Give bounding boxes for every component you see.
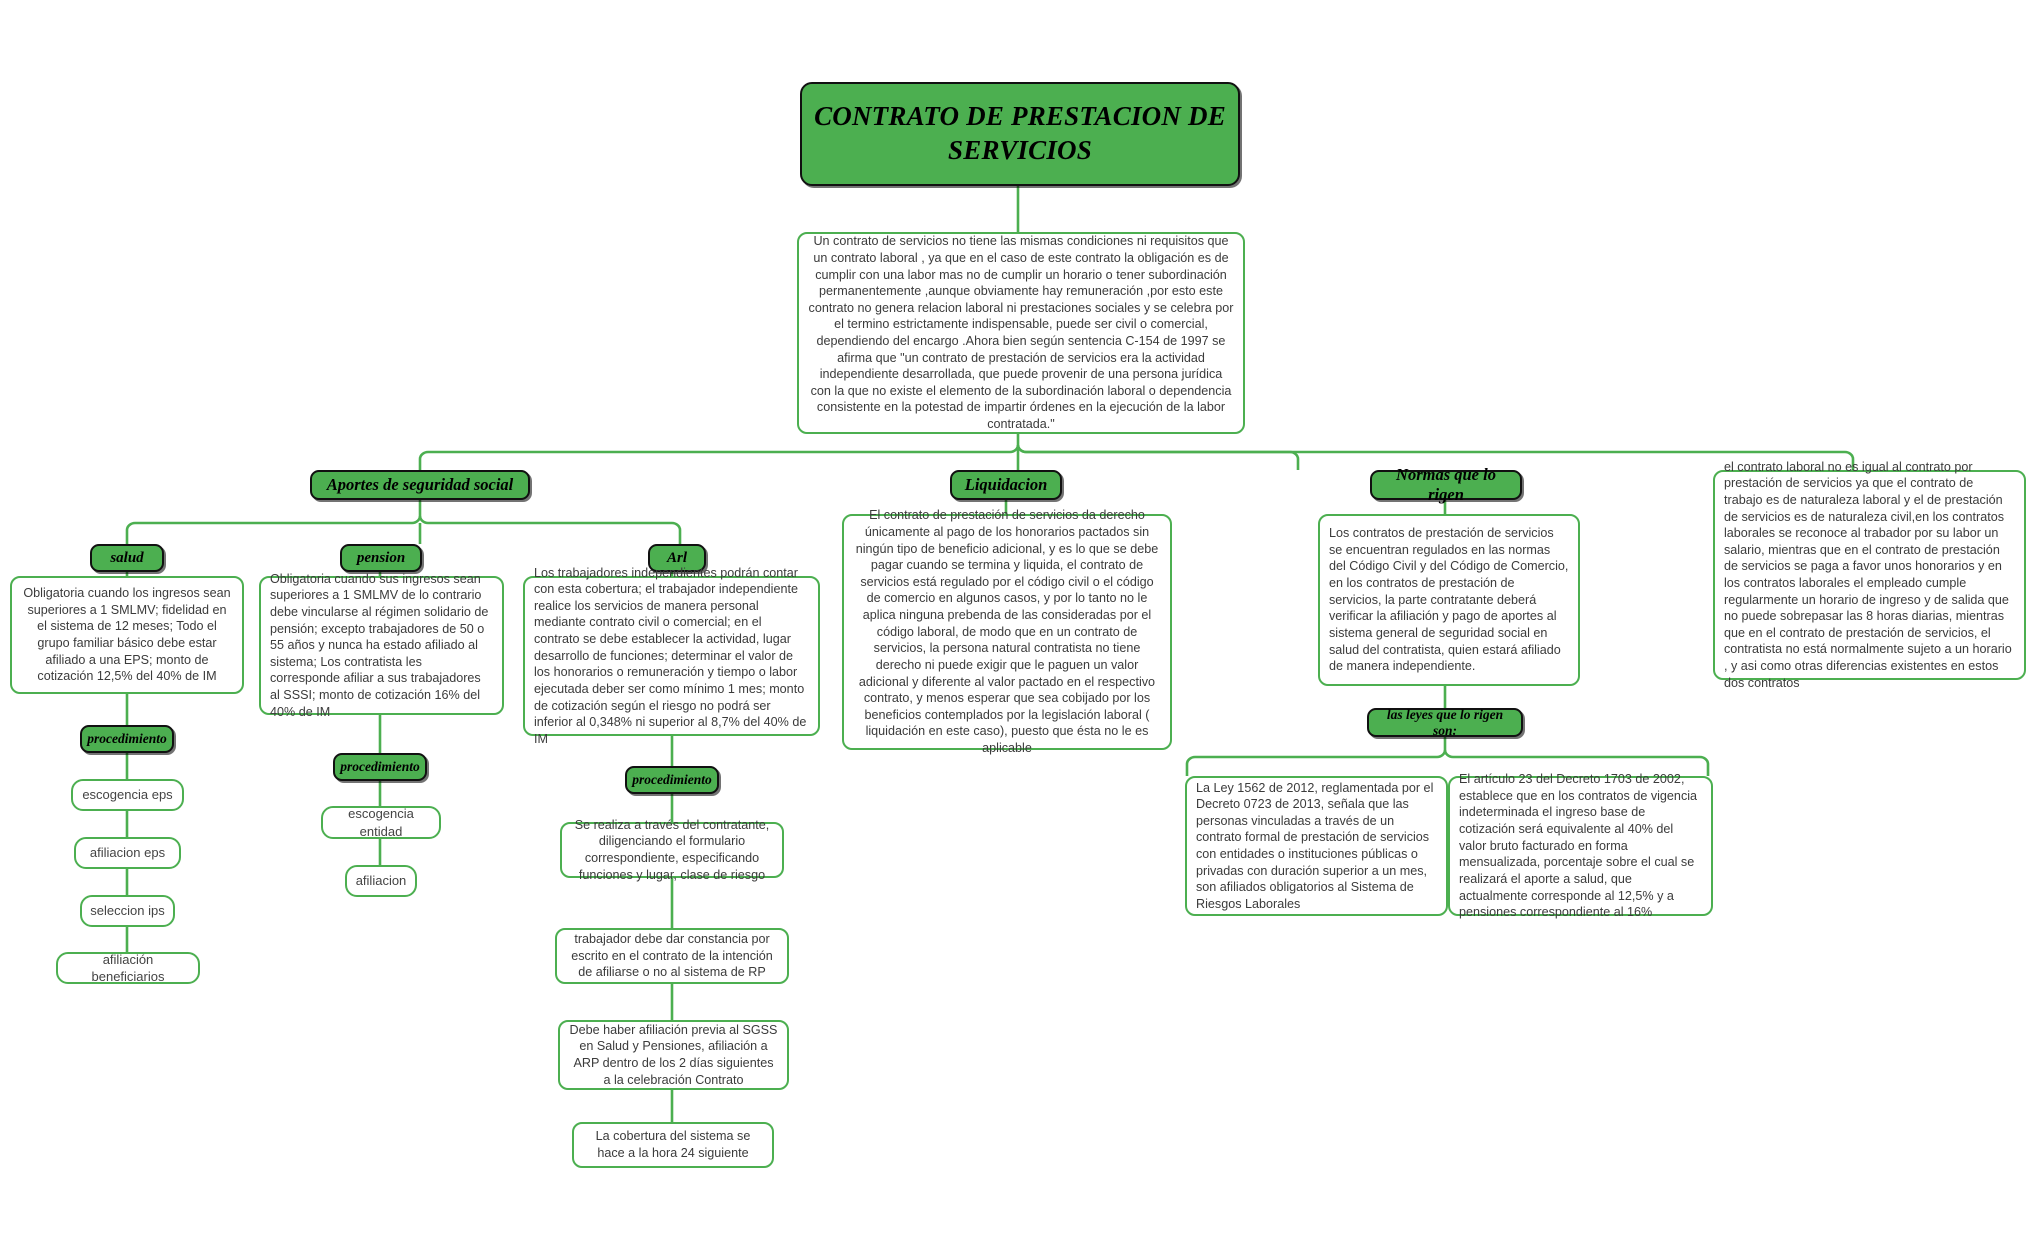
node-salud[interactable]: [90, 544, 164, 572]
salud-step-3[interactable]: [80, 895, 175, 927]
intro-card[interactable]: [797, 232, 1245, 434]
salud-step-1-label: escogencia eps: [82, 787, 173, 803]
branch-aportes-label: Aportes de seguridad social: [326, 475, 514, 494]
pension-step-2-label: afiliacion: [355, 873, 407, 889]
card-salud-body[interactable]: [10, 576, 244, 694]
law-1-text: La Ley 1562 de 2012, reglamentada por el Decreto 0723 de 2013, señala que las personas vinculadas a través de un contrato formal de prestación de servicios con entidades o instituciones públicas o privadas con duración superior a un mes, son afiliados obligatorios al Sistema de Riesgos Laborales: [1196, 780, 1434, 911]
branch-liquidacion-label: Liquidacion: [964, 475, 1048, 494]
salud-step-4[interactable]: [56, 952, 200, 984]
arl-step-4-label: La cobertura del sistema se hace a la hora 24 siguiente: [595, 1129, 751, 1160]
node-pension[interactable]: [340, 544, 422, 572]
law-card-2[interactable]: [1448, 772, 1713, 920]
branch-aportes-de-seguridad-social[interactable]: [310, 470, 530, 500]
arl-step-3-label: Debe haber afiliación previa al SGSS en Salud y Pensiones, afiliación a ARP dentro de los 2 días siguientes a la celebración Contrato: [569, 1022, 778, 1087]
arl-step-4[interactable]: [572, 1122, 774, 1168]
node-pension-procedimiento[interactable]: [333, 753, 427, 781]
branch-normas-label: Normas que lo rigen: [1396, 465, 1496, 504]
arl-body-text: Los trabajadores independientes podrán contar con esta cobertura; el trabajador independiente realice los servicios de manera personal mediante contrato civil o comercial; en el contrato se debe establecer la actividad, lugar desarrollo de funciones; determinar el valor de los honorarios o remuneración y tiempo o labor ejecutada deber ser como mínimo 1 mes; monto de cotización según el riesgo no podrá ser inferior al 0,348% ni superior al 8,7% del 40% de IM: [534, 565, 807, 746]
card-normas-body[interactable]: [1318, 514, 1580, 686]
arl-procedimiento-label: procedimiento: [632, 772, 712, 787]
salud-step-4-label: afiliación beneficiarios: [91, 951, 165, 984]
salud-body-text: Obligatoria cuando los ingresos sean superiores a 1 SMLMV; fidelidad en el sistema de 12 meses; Todo el grupo familiar básico debe estar afiliado a una EPS; monto de cotización 12,5% del 40% de IM: [23, 586, 231, 684]
node-arl-label: Arl: [666, 549, 687, 566]
law-2-text: El artículo 23 del Decreto 1703 de 2002, establece que en los contratos de vigencia indeterminada el ingreso base de cotización será equivalente al 40% del valor bruto facturado en forma mensualizada, porcentaje sobre el cual se realizará el aporte a salud, que actualmente corresponde al 12,5% y a pensiones correspondiente al 16%: [1459, 772, 1698, 920]
node-arl-procedimiento[interactable]: [625, 766, 719, 794]
liquidacion-body-text: El contrato de prestación de servicios da derecho únicamente al pago de los honorarios pactados sin ningún tipo de beneficio adicional, y es lo que se debe pagar cuando se termina y liquida, el contrato de servicios está regulado por el código civil o el código de comercio en algunos casos, y por lo tanto no le aplica ninguna prebenda de las consideradas por el código laboral, de modo que en un contrato de servicios, la persona natural contratista no tiene derecho ni puede exigir que le paguen un valor adicional y diferente al valor pactado en el respectivo contrato, y menos esperar que sea cobijado por los beneficios contemplados por la legislación laboral ( liquidación en este caso), puesto que ésta no le es aplicable: [855, 508, 1159, 755]
arl-step-3[interactable]: [558, 1020, 789, 1090]
arl-step-1[interactable]: [560, 817, 784, 882]
intro-text: Un contrato de servicios no tiene las mismas condiciones ni requisitos que un contrato laboral , ya que en el caso de este contrato la obligación es de cumplir con una labor mas no de cumplir un horario o tener subordinación permanentemente ,aunque obviamente hay remuneración ,por esto este contrato no genera relacion laboral ni prestaciones sociales y se celebra por el termino estrictamente indispensable, puede ser civil o comercial, dependiendo del encargo .Ahora bien según sentencia C-154 de 1997 se afirma que "un contrato de prestación de servicios era la actividad independiente desarrollada, que puede provenir de una persona jurídica con la que no existe el elemento de la subordinación laboral o dependencia consistente en la potestad de impartir órdenes en la ejecución de la labor contratada.": [808, 234, 1234, 432]
pension-procedimiento-label: procedimiento: [340, 759, 420, 774]
pension-step-1[interactable]: [321, 806, 441, 839]
node-salud-label: salud: [110, 549, 144, 566]
arl-step-2-label: trabajador debe dar constancia por escrito en el contrato de la intención de afiliarse o no al sistema de RP: [571, 932, 773, 980]
root-topic[interactable]: [800, 82, 1240, 186]
node-pension-label: pension: [356, 549, 406, 566]
card-diferencias[interactable]: [1713, 459, 2026, 690]
salud-step-1[interactable]: [71, 779, 184, 811]
salud-step-3-label: seleccion ips: [90, 903, 165, 919]
node-salud-procedimiento[interactable]: [80, 725, 174, 753]
leyes-label: las leyes que lo rigen son:: [1386, 706, 1504, 738]
salud-step-2[interactable]: [74, 837, 181, 869]
root-topic-label: CONTRATO DE PRESTACION DE SERVICIOS: [814, 101, 1226, 165]
branch-normas-que-lo-rigen[interactable]: [1370, 465, 1522, 504]
diferencias-text: el contrato laboral no es igual al contrato por prestación de servicios ya que el contrato de trabajo es de naturaleza laboral y el de prestación de servicios es de naturaleza civil,en los contratos laborales se reconoce al trabador por su labor un salario, mientras que en el contrato de prestación de servicios se paga a favor unos honorarios y en los contratos laborales el empleado cumple regularmente un horario de ingreso y de salida que no puede sobrepasar las 8 horas diarias, mientras que en el contrato de prestación de servicios, el contratista no está normalmente sujeto a un horario , y asi como otras diferencias existentes en estos dos contratos: [1724, 459, 2012, 690]
law-card-1[interactable]: [1185, 776, 1448, 916]
branch-liquidacion[interactable]: [950, 470, 1062, 500]
normas-body-text: Los contratos de prestación de servicios se encuentran regulados en las normas del Código Civil y del Código de Comercio, en los contratos de prestación de servicios, la parte contratante deberá verificar la afiliación y pago de aportes al sistema general de seguridad social en salud del contratista, quien estará afiliado de manera independiente.: [1329, 526, 1569, 674]
salud-procedimiento-label: procedimiento: [87, 731, 167, 746]
pension-body-text: Obligatoria cuando sus ingresos sean superiores a 1 SMLMV de lo contrario debe vincularse al régimen solidario de pensión; excepto trabajadores de 50 o 55 años y nunca ha estado afiliado al sistema; Los contratista les corresponde afiliar a sus trabajadores al SSSI; monto de cotización 16% del 40% de IM: [270, 571, 489, 719]
salud-step-2-label: afiliacion eps: [89, 845, 166, 861]
arl-step-2[interactable]: [555, 928, 789, 984]
arl-step-1-label: Se realiza a través del contratante, diligenciando el formulario correspondiente, especificando funciones y lugar, clase de riesgo: [574, 817, 770, 882]
card-liquidacion-body[interactable]: [842, 508, 1172, 755]
node-leyes-que-lo-rigen[interactable]: [1367, 708, 1523, 737]
card-arl-body[interactable]: [523, 565, 820, 746]
pension-step-1-label: escogencia entidad: [348, 806, 414, 839]
pension-step-2[interactable]: [345, 865, 417, 897]
card-pension-body[interactable]: [259, 571, 504, 719]
